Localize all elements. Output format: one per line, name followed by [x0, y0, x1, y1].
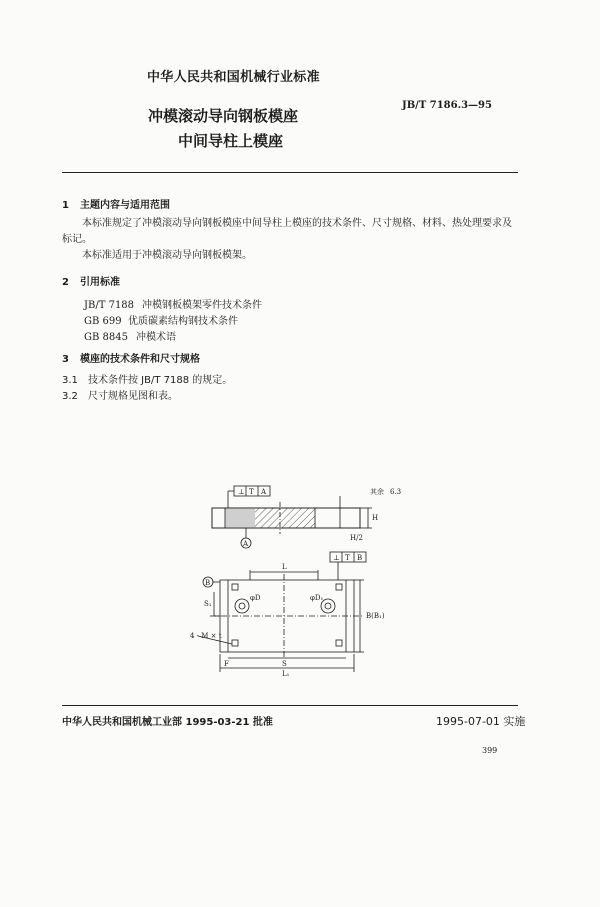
section-number: 3: [62, 354, 69, 365]
section-title: 主题内容与适用范围: [80, 200, 170, 211]
document-title-line2: 中间导柱上模座: [178, 132, 284, 150]
footer-divider: [62, 705, 518, 706]
thread-label: 4 - M × t: [190, 632, 222, 640]
clause-3-1: [62, 373, 232, 389]
dim-l-label: L: [282, 563, 287, 571]
tol-datum: A: [261, 488, 267, 496]
reference-code: GB 699: [84, 316, 122, 327]
datum-a-label: A: [243, 540, 249, 548]
document-title-line1: 冲模滚动导向钢板模座: [148, 107, 299, 125]
issuing-organization: 中华人民共和国机械行业标准: [147, 70, 320, 85]
tol-symbol: ⊥: [333, 554, 340, 562]
effective-date: 1995-07-01 实施: [436, 715, 526, 728]
dim-b-label: B(B₁): [366, 612, 385, 620]
reference-title: 冲模钢板模架零件技术条件: [142, 300, 262, 311]
section-title: 模座的技术条件和尺寸规格: [80, 354, 200, 365]
section-title: 引用标准: [80, 277, 120, 288]
datum-b-label: B: [205, 579, 211, 587]
dim-h2-label: H/2: [350, 534, 363, 542]
clause-number: 3.1: [62, 375, 78, 386]
dim-f-label: F: [224, 660, 229, 668]
roughness-value: 6.3: [390, 488, 402, 496]
reference-code: JB/T 7188: [84, 300, 135, 311]
header-divider: [62, 172, 518, 173]
dim-d-label: φD: [250, 594, 261, 602]
tol-value: T: [345, 554, 350, 562]
dim-l1-label: L₁: [282, 670, 290, 678]
reference-item: [84, 328, 176, 343]
page-number: 399: [482, 746, 498, 755]
dim-s1-label: S₁: [204, 600, 212, 608]
section-3-heading: [62, 350, 200, 365]
dim-s-label: S: [282, 660, 287, 668]
reference-item: [84, 312, 238, 327]
remaining-label: 其余: [370, 488, 384, 496]
section-number: 2: [62, 277, 69, 288]
tol-value: T: [249, 488, 254, 496]
dim-h-label: H: [372, 514, 379, 522]
clause-text: 技术条件按 JB/T 7188 的规定。: [88, 375, 233, 386]
reference-code: GB 8845: [84, 332, 128, 343]
reference-title: 优质碳素结构钢技术条件: [128, 316, 238, 327]
section-view: [212, 486, 372, 548]
tol-datum: B: [357, 554, 363, 562]
dim-d1-label: φD₁: [310, 594, 324, 602]
clause-text: 尺寸规格见图和表。: [88, 391, 178, 402]
standard-number: JB/T 7186.3—95: [402, 100, 492, 111]
approval-line: 中华人民共和国机械工业部 1995-03-21 批准: [62, 717, 273, 728]
clause-3-2: [62, 389, 178, 405]
section-1-paragraph-2: 本标准适用于冲模滚动导向钢板模架。: [82, 250, 252, 261]
section-2-heading: [62, 273, 120, 288]
reference-title: 冲模术语: [136, 332, 176, 343]
section-1-heading: [62, 196, 170, 211]
reference-item: [84, 296, 262, 311]
tol-symbol: ⊥: [238, 488, 245, 496]
section-1-paragraph-1: 本标准规定了冲模滚动导向钢板模座中间导柱上模座的技术条件、尺寸规格、材料、热处理要求及标记。: [62, 218, 512, 245]
die-set-upper-base-drawing: [190, 478, 420, 678]
clause-number: 3.2: [62, 391, 78, 402]
section-number: 1: [62, 200, 69, 211]
